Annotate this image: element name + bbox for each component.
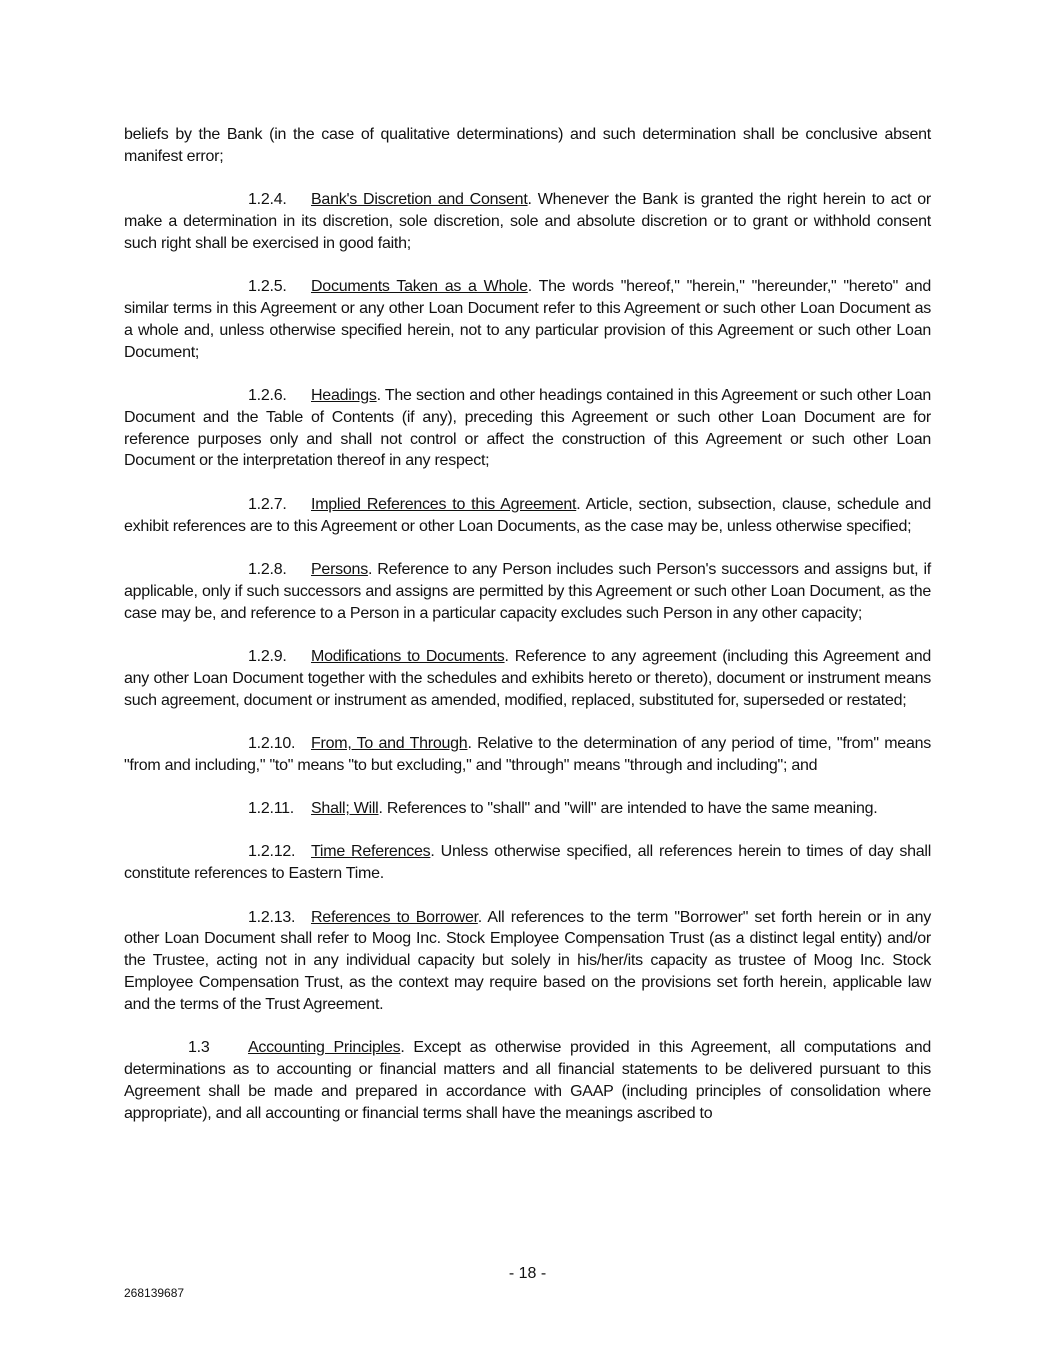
section-text: . All references to the term "Borrower" set forth herein or in any other Loan Document shall refer to Moog Inc. Stock Employee Compensation Trust (as a distinct legal entity) and/or the Trustee, acting not in any individual capacity but solely in his/her/its capacity as trustee of Moog Inc. Stock Employee Compensation Trust, as the context may require based on the provisions set forth herein, applicable law and the terms of the Trust Agreement. [124, 908, 932, 1013]
section-1-2-8 [124, 559, 931, 624]
section-number: 1.2.10. [248, 734, 296, 752]
section-number: 1.2.7. [248, 495, 287, 513]
section-1-2-6 [124, 385, 931, 472]
intro-paragraph: beliefs by the Bank (in the case of qualitative determinations) and such determination shall be conclusive absent manifest error; [124, 126, 931, 165]
section-1-2-11 [124, 798, 931, 820]
page-number: - 18 - [508, 1265, 547, 1282]
section-1-2-5 [124, 276, 931, 363]
section-text: . The words "hereof," "herein," "hereunder," "hereto" and similar terms in this Agreement or any other Loan Document refer to this Agreement or such other Loan Document as a whole and, unless otherwise specified herein, not to any particular provision of this Agreement or such other Loan Document; [124, 278, 931, 361]
section-heading: Headings [311, 386, 377, 404]
section-1-2-10 [124, 733, 931, 777]
section-text: . Reference to any Person includes such Person's successors and assigns but, if applicable, only if such successors and assigns are permitted by this Agreement or such other Loan Document, as the case may be, and reference to a Person in a particular capacity excludes such Person in any other capacity; [124, 560, 931, 622]
document-id: 268139687 [124, 1286, 185, 1300]
section-number: 1.2.5. [248, 278, 287, 296]
section-text: . Article, section, subsection, clause, schedule and exhibit references are to this Agreement or other Loan Documents, as the case may be, unless otherwise specified; [124, 495, 931, 535]
section-heading: Documents Taken as a Whole [311, 278, 528, 296]
section-heading: Persons [311, 560, 368, 578]
section-1-2-4 [124, 189, 931, 254]
section-number: 1.2.6. [248, 386, 287, 404]
section-1-3 [124, 1037, 931, 1124]
document-body [124, 124, 931, 1146]
section-1-2-9 [124, 646, 931, 711]
section-number: 1.2.12. [248, 843, 296, 861]
section-heading: From, To and Through [311, 734, 468, 752]
section-1-2-12 [124, 841, 931, 885]
section-number: 1.2.4. [248, 191, 287, 209]
section-heading: Shall; Will [311, 800, 379, 818]
section-number: 1.2.9. [248, 647, 287, 665]
section-text: . Relative to the determination of any period of time, "from" means "from and including," "to" means "to but excluding," and "through" means "through and including"; and [124, 734, 931, 774]
section-heading: Modifications to Documents [311, 647, 505, 665]
section-1-2-7 [124, 494, 931, 538]
section-text: . The section and other headings contained in this Agreement or such other Loan Document and the Table of Contents (if any), preceding this Agreement or such other Loan Document are for reference purposes only and shall not control or affect the construction of this Agreement or such other Loan Document or the interpretation thereof in any respect; [124, 386, 931, 470]
section-number: 1.2.13. [248, 908, 296, 926]
section-text: . Except as otherwise provided in this Agreement, all computations and determinations as to accounting or financial matters and all financial statements to be delivered pursuant to this Agreement shall be made and prepared in accordance with GAAP (including principles of consolidation where appropriate), and all accounting or financial terms shall have the meanings ascribed to [124, 1039, 932, 1122]
section-text: . Whenever the Bank is granted the right herein to act or make a determination in its discretion, sole discretion, sole and absolute discretion or to grant or withhold consent such right shall be exercised in good faith; [124, 191, 931, 252]
section-text: . References to "shall" and "will" are intended to have the same meaning. [378, 800, 878, 818]
section-number: 1.3 [188, 1039, 210, 1057]
section-heading: Time References [311, 843, 431, 861]
section-heading: Bank's Discretion and Consent [311, 191, 528, 209]
section-heading: Accounting Principles [248, 1039, 401, 1057]
section-number: 1.2.8. [248, 560, 287, 578]
section-number: 1.2.11. [248, 800, 294, 818]
section-1-2-13 [124, 907, 931, 1016]
section-text: . Reference to any agreement (including this Agreement and any other Loan Document together with the schedules and exhibits hereto or thereto), document or instrument means such agreement, document or instrument as amended, modified, replaced, substituted for, superseded or restated; [124, 647, 932, 709]
section-heading: References to Borrower [311, 908, 478, 926]
section-heading: Implied References to this Agreement [311, 495, 577, 513]
section-text: . Unless otherwise specified, all references herein to times of day shall constitute references to Eastern Time. [124, 843, 931, 883]
